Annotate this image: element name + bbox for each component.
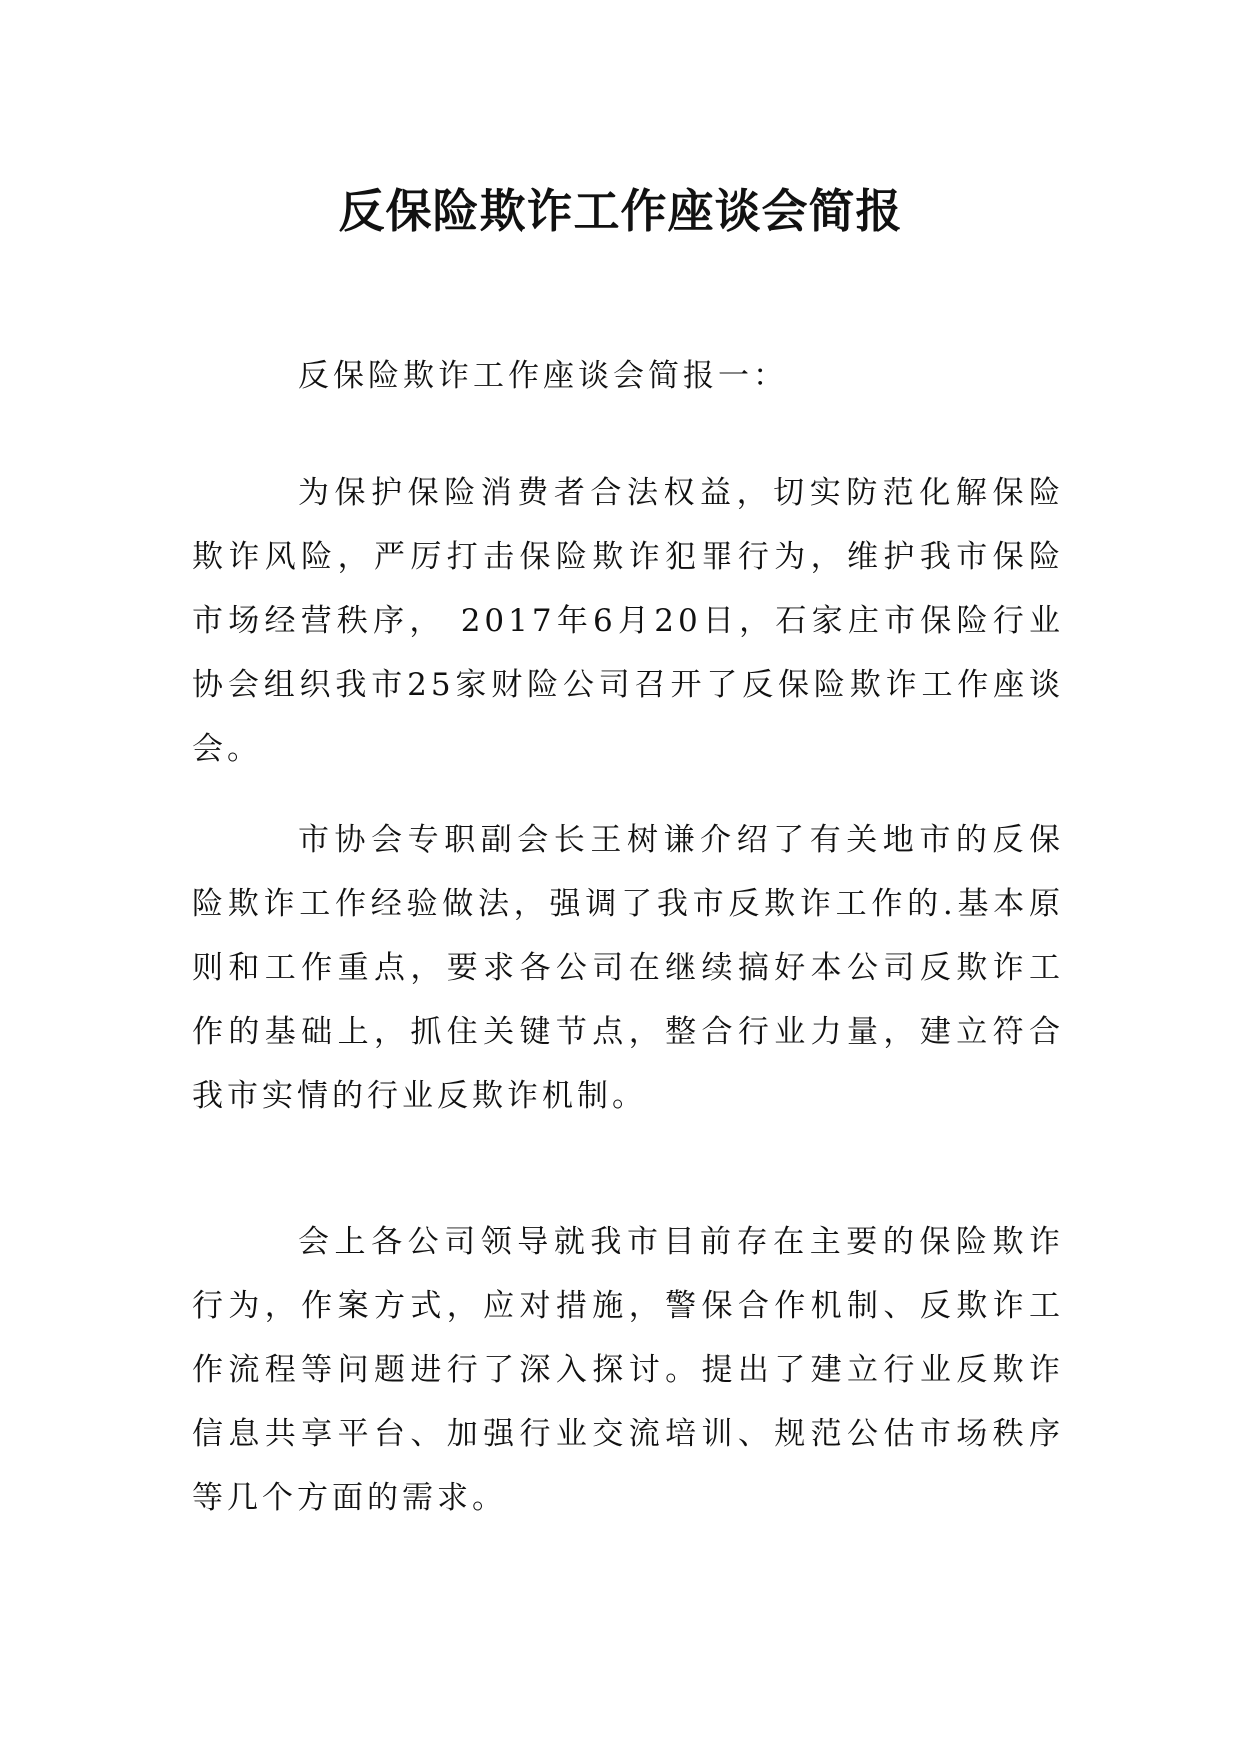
paragraph-3: 会上各公司领导就我市目前存在主要的保险欺诈行为，作案方式，应对措施，警保合作机制、反欺诈工作流程等问题进行了深入探讨。提出了建立行业反欺诈信息共享平台、加强行业交流培训、规范公估市场秩序等几个方面的需求。 [192,1224,1064,1516]
document-subtitle: 反保险欺诈工作座谈会简报一： [298,358,788,394]
paragraph-2: 市协会专职副会长王树谦介绍了有关地市的反保险欺诈工作经验做法，强调了我市反欺诈工作的.基本原则和工作重点，要求各公司在继续搞好本公司反欺诈工作的基础上，抓住关键节点，整合行业力量，建立符合我市实情的行业反欺诈机制。 [192,822,1064,1114]
paragraph-1: 为保护保险消费者合法权益，切实防范化解保险欺诈风险，严厉打击保险欺诈犯罪行为，维护我市保险市场经营秩序， 2017年6月20日，石家庄市保险行业协会组织我市25家财险公司召开了反保险欺诈工作座谈会。 [192,475,1064,767]
document-title: 反保险欺诈工作座谈会简报 [338,183,903,238]
